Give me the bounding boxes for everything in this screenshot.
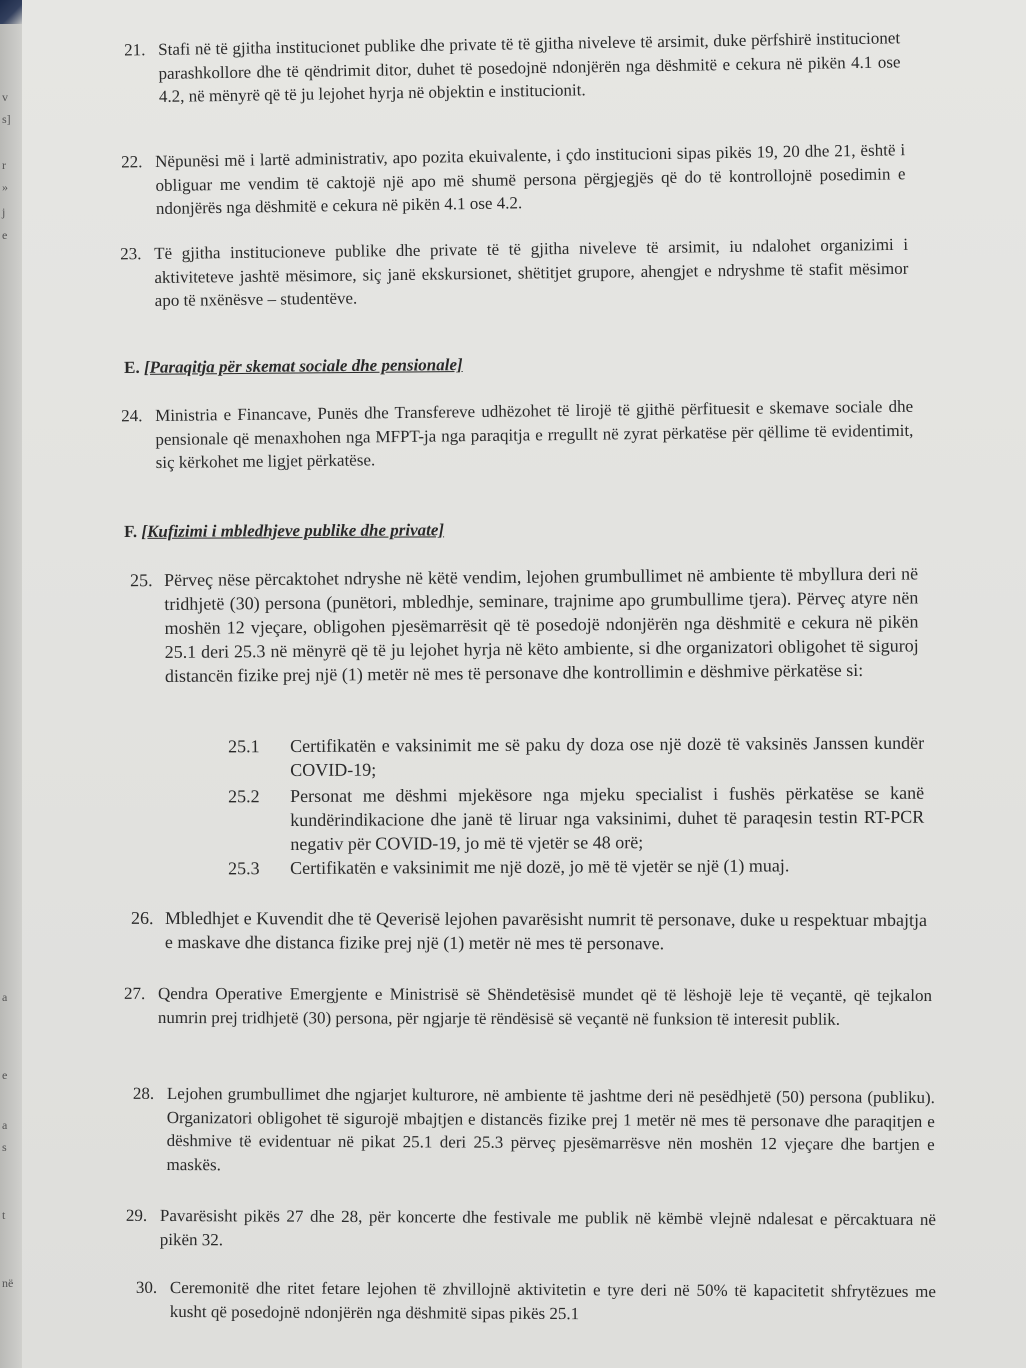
edge-mark: e: [2, 1068, 8, 1082]
section-letter: E.: [124, 357, 140, 377]
edge-mark: »: [2, 180, 8, 194]
subitem-25-2: [228, 781, 925, 856]
section-title: [Kufizimi i mbledhjeve publike dhe private]: [141, 520, 445, 541]
list-item-21: [124, 26, 901, 108]
subitem-number: 25.1: [228, 736, 260, 757]
item-text: Nëpunësi më i lartë administrativ, apo pozita ekuivalente, i çdo institucioni sipas pikës 19, 20 dhe 21, është i obliguar me vendim të caktojë një apo më shumë persona përgjegjës që do të kontrollojnë posedimin e ndonjërës nga dëshmitë e cekura në pikën 4.1 ose 4.2.: [155, 140, 906, 218]
item-text: Lejohen grumbullimet dhe ngjarjet kulturore, në ambiente të jashtme deri në pesëdhjetë (50) persona (publiku). Organizatori obligohet të sigurojë mbajtjen e distancës fizike prej 1 metër në mes të personave dhe paraqitjen e dëshmive të evidentuar në pikat 25.1 deri 25.3 përveç pjesëmarrësve nën moshën 12 vjeçare dhe bartjen e maskës.: [166, 1084, 935, 1174]
subitem-number: 25.3: [228, 858, 260, 879]
edge-mark: v: [2, 90, 8, 104]
list-item-23: [120, 233, 909, 313]
list-item-25: [130, 561, 919, 688]
list-item-24: [121, 395, 914, 475]
list-item-22: [121, 138, 906, 220]
subitem-text: Certifikatën e vaksinimit me së paku dy doza ose një dozë të vaksinës Janssen kundër COVID-19;: [290, 732, 925, 780]
list-item-28: [132, 1082, 935, 1180]
item-number: 26.: [130, 907, 154, 928]
item-number: 25.: [130, 570, 153, 591]
item-number: 22.: [121, 152, 143, 172]
edge-mark: a: [2, 1118, 8, 1132]
item-text: Pavarësisht pikës 27 dhe 28, për koncerte dhe festivale me publik në këmbë vlejnë ndalesat e përcaktuara në pikën 32.: [159, 1206, 936, 1249]
edge-mark: r: [2, 158, 6, 172]
list-item-26: [130, 906, 927, 956]
list-item-27: [123, 982, 932, 1031]
subitem-text: Personat me dëshmi mjekësore nga mjeku specialist i fushës përkatëse se kanë kundërindikacione dhe janë të liruar nga vaksinimi, duhet të paraqesin testin RT-PCR negativ për COVID-19, jo më të vjetër se 48 orë;: [290, 782, 925, 854]
item-text: Ministria e Financave, Punës dhe Transfereve udhëzohet të lirojë të gjithë përfituesit e skemave sociale dhe pensionale që menaxhohen nga MFPT-ja nga paraqitja e rregullt në zyrat përkatëse për qëllime të evidentimit, siç kërkohet me ligjet përkatëse.: [155, 396, 914, 472]
subitem-25-3: [228, 853, 924, 880]
item-text: Përveç nëse përcaktohet ndryshe në këtë vendim, lejohen grumbullimet në ambiente të mbyllura deri në tridhjetë (30) persona (punëtori, mbledhje, seminare, trajnime apo grumbullime tjera). Përveç atyre nën moshën 12 vjeçare, obligohen pjesëmarrësit që të posedojë ndonjërën nga dëshmitë e cekura në pikën 25.1 deri 25.3 në mënyrë që të ju lejohet hyrja në këto ambiente, si dhe organizatori obligohet të siguroj distancën fizike prej një (1) metër në mes të personave dhe kontrollimin e dëshmive përkatëse si:: [164, 563, 919, 686]
list-item-29: [125, 1204, 936, 1255]
section-letter: F.: [124, 521, 138, 541]
item-number: 29.: [125, 1205, 148, 1225]
item-text: Stafi në të gjitha institucionet publike dhe private të të gjitha niveleve të arsimit, duke përfshirë institucionet parashkollore dhe të qëndrimit ditor, duhet të posedojnë ndonjërën nga dëshmitë e cekura në pikën 4.1 ose 4.2, në mënyrë që të ju lejohet hyrja në objektin e institucionit.: [158, 28, 901, 106]
edge-mark: s: [2, 1140, 7, 1154]
edge-mark: a: [2, 990, 8, 1004]
edge-mark: j: [2, 205, 6, 219]
item-text: Mbledhjet e Kuvendit dhe të Qeverisë lejohen pavarësisht numrit të personave, duke u respektuar mbajtja e maskave dhe distanca fizike prej një (1) metër në mes të personave.: [164, 908, 927, 954]
item-number: 23.: [120, 244, 142, 264]
item-text: Qendra Operative Emergjente e Ministrisë së Shëndetësisë mundet që të lëshojë leje të veçantë, që tejkalon numrin prej tridhjetë (30) persona, për ngjarje të rëndësisë së veçantë në funksion të interesit publik.: [157, 984, 932, 1029]
edge-mark: e: [2, 228, 8, 242]
item-number: 28.: [132, 1083, 155, 1103]
item-number: 24.: [121, 406, 143, 426]
adjacent-page-edge: [0, 0, 23, 1368]
item-text: Të gjitha institucioneve publike dhe private të të gjitha niveleve të arsimit, iu ndalohet organizimi i aktiviteteve jashtë mësimore, siç janë ekskursionet, shëtitjet grupore, ahengjet e ndryshme të stafit mësimor apo të nxënësve – studentëve.: [154, 234, 909, 310]
subitem-25-1: [228, 731, 925, 782]
section-title: [Paraqitja për skemat sociale dhe pensionale]: [143, 355, 463, 377]
item-number: 27.: [123, 983, 146, 1003]
section-heading-f: [124, 520, 444, 542]
edge-mark: t: [2, 1208, 6, 1222]
document-page: [22, 0, 1026, 1368]
edge-mark: s]: [2, 112, 11, 126]
item-number: 21.: [124, 40, 146, 60]
list-item-30: [135, 1276, 936, 1327]
subitem-number: 25.2: [228, 786, 260, 807]
item-number: 30.: [135, 1277, 158, 1297]
section-heading-e: [124, 355, 463, 378]
subitem-text: Certifikatën e vaksinimit me një dozë, jo më të vjetër se një (1) muaj.: [290, 855, 790, 878]
edge-mark: në: [2, 1276, 14, 1290]
item-text: Ceremonitë dhe ritet fetare lejohen të zhvillojnë aktivitetin e tyre deri në 50% të kapacitetit shfrytëzues me kusht që posedojnë ndonjërën nga dëshmitë sipas pikës 25.1: [169, 1278, 936, 1323]
